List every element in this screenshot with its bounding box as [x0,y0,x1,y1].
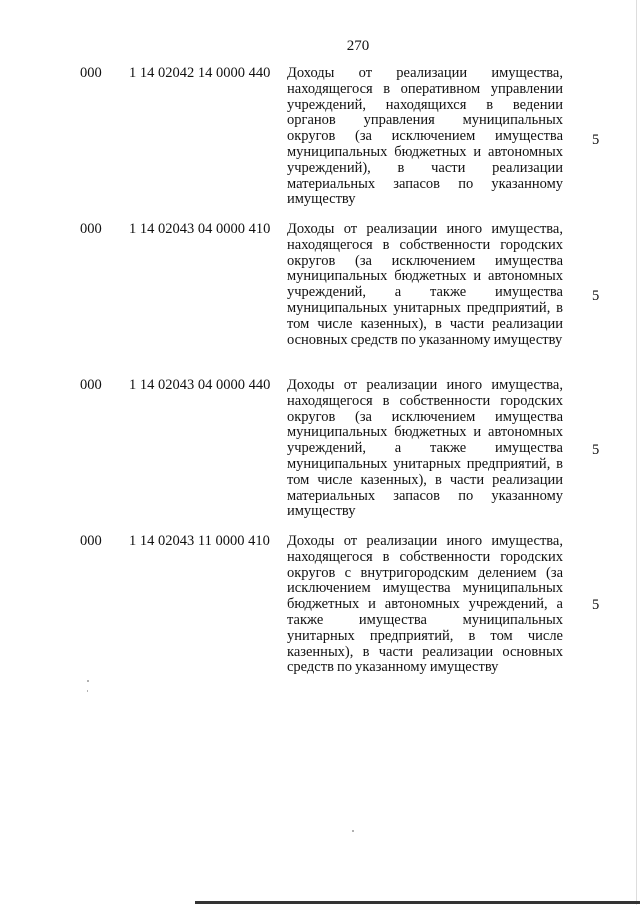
distribution-norm: 5 [592,288,600,304]
distribution-norm: 5 [592,442,600,458]
kbk-code: 1 14 02043 04 0000 410 [129,221,271,237]
kbk-code: 1 14 02043 04 0000 440 [129,377,271,393]
income-description: Доходы от реализации иного имущества, находящегося в собственности городских округов (за исключением имущества муниципальных бюджетных и автономных учреждений, а также имущества муниципальных унитарных предприятий, в том числе казенных), в части реализации основных средств по указанному имуществу [287,221,563,348]
scan-speck [87,690,88,692]
admin-code: 000 [80,221,102,237]
admin-code: 000 [80,65,102,81]
bottom-rule [195,901,640,904]
distribution-norm: 5 [592,597,600,613]
scan-edge [636,0,637,905]
kbk-code: 1 14 02042 14 0000 440 [129,65,271,81]
kbk-code: 1 14 02043 11 0000 410 [129,533,270,549]
admin-code: 000 [80,377,102,393]
scan-speck [87,680,89,682]
page-number: 270 [346,38,370,54]
income-description: Доходы от реализации иного имущества, находящегося в собственности городских округов с внутригородским делением (за исключением имущества муниципальных бюджетных и автономных учреждений, а также имущества муниципальных унитарных предприятий, в том числе казенных), в части реализации основных средств по указанному имуществу [287,533,563,676]
distribution-norm: 5 [592,132,600,148]
admin-code: 000 [80,533,102,549]
scan-speck [352,830,354,832]
income-description: Доходы от реализации имущества, находящегося в оперативном управлении учреждений, находящихся в ведении органов управления муниципальных округов (за исключением имущества муниципальных бюджетных и автономных учреждений), в части реализации материальных запасов по указанному имуществу [287,65,563,208]
income-description: Доходы от реализации иного имущества, находящегося в собственности городских округов (за исключением имущества муниципальных бюджетных и автономных учреждений, а также имущества муниципальных унитарных предприятий, в том числе казенных), в части реализации материальных запасов по указанному имуществу [287,377,563,520]
